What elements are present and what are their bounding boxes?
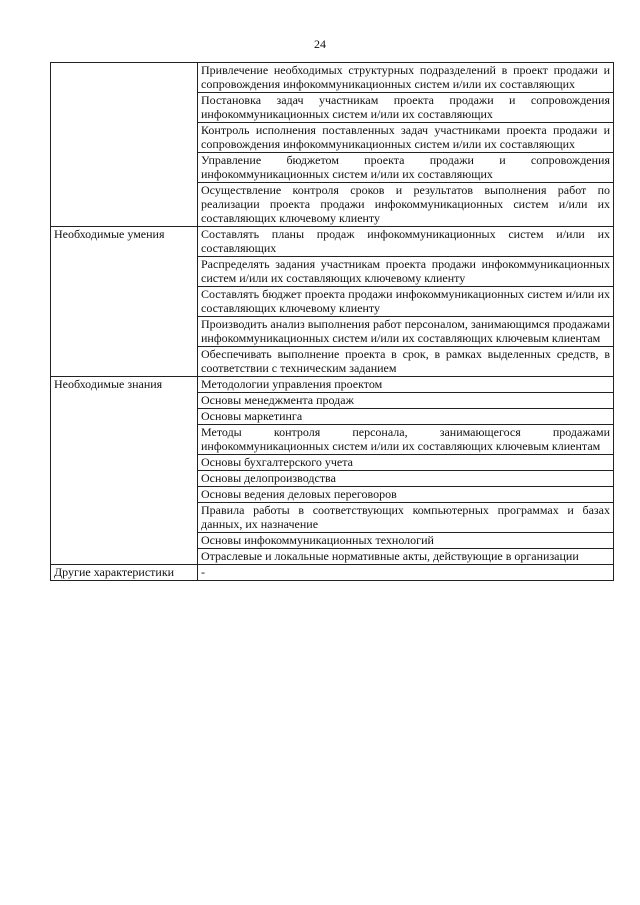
table-cell: Привлечение необходимых структурных подразделений в проект продажи и сопровождения инфокоммуникационных систем и/или их составляющих <box>198 63 614 93</box>
section-label: Необходимые знания <box>51 377 198 565</box>
table-cell: Составлять планы продаж инфокоммуникационных систем и/или их составляющих <box>198 227 614 257</box>
table-cell: Производить анализ выполнения работ персоналом, занимающимся продажами инфокоммуникационных систем и/или их составляющих ключевым клиентам <box>198 317 614 347</box>
table-cell: Методологии управления проектом <box>198 377 614 393</box>
table-cell: Контроль исполнения поставленных задач участниками проекта продажи и сопровождения инфокоммуникационных систем и/или их составляющих <box>198 123 614 153</box>
table-cell: - <box>198 565 614 581</box>
table-cell: Распределять задания участникам проекта продажи инфокоммуникационных систем и/или их составляющих ключевому клиенту <box>198 257 614 287</box>
table-cell: Основы менеджмента продаж <box>198 393 614 409</box>
table-cell: Постановка задач участникам проекта продажи и сопровождения инфокоммуникационных систем и/или их составляющих <box>198 93 614 123</box>
table-row <box>51 565 614 581</box>
table-cell: Составлять бюджет проекта продажи инфокоммуникационных систем и/или их составляющих ключевому клиенту <box>198 287 614 317</box>
table-cell: Обеспечивать выполнение проекта в срок, в рамках выделенных средств, в соответствии с техническим заданием <box>198 347 614 377</box>
section-label: Необходимые умения <box>51 227 198 377</box>
table-cell: Основы маркетинга <box>198 409 614 425</box>
table-cell: Осуществление контроля сроков и результатов выполнения работ по реализации проекта продажи инфокоммуникационных систем и/или их составляющих ключевому клиенту <box>198 183 614 227</box>
table-cell: Основы бухгалтерского учета <box>198 455 614 471</box>
table-row <box>51 63 614 93</box>
table-row <box>51 227 614 257</box>
table-cell: Основы инфокоммуникационных технологий <box>198 533 614 549</box>
table-cell: Управление бюджетом проекта продажи и сопровождения инфокоммуникационных систем и/или их составляющих <box>198 153 614 183</box>
table-cell: Методы контроля персонала, занимающегося продажами инфокоммуникационных систем и/или их составляющих ключевым клиентам <box>198 425 614 455</box>
competency-table <box>50 62 614 581</box>
section-label <box>51 63 198 227</box>
table-cell: Основы ведения деловых переговоров <box>198 487 614 503</box>
page-number: 24 <box>314 37 326 51</box>
table-cell: Основы делопроизводства <box>198 471 614 487</box>
competency-table-body <box>51 63 614 581</box>
section-label: Другие характеристики <box>51 565 198 581</box>
table-row <box>51 377 614 393</box>
table-cell: Отраслевые и локальные нормативные акты, действующие в организации <box>198 549 614 565</box>
table-cell: Правила работы в соответствующих компьютерных программах и базах данных, их назначение <box>198 503 614 533</box>
